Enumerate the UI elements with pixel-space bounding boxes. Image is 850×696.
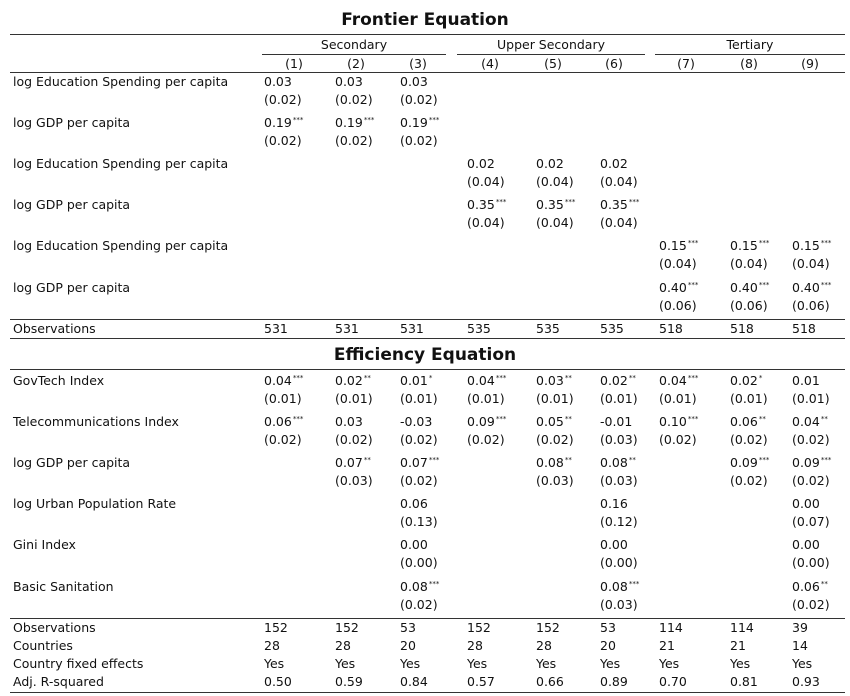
coef-cell-std-error: (0.12) (600, 514, 638, 529)
significance-stars: *** (820, 456, 832, 464)
coef-cell-std-error: (0.06) (659, 298, 697, 313)
coef-cell-std-error: (0.03) (600, 597, 638, 612)
coef-cell-std-error: (0.04) (600, 174, 638, 189)
coef-cell-estimate: 0.05** (536, 414, 572, 429)
column-group-tertiary: Tertiary (726, 37, 774, 52)
significance-stars: ** (564, 415, 572, 423)
significance-stars: ** (363, 374, 371, 382)
significance-stars: * (428, 374, 433, 382)
coef-cell-estimate: 0.35*** (467, 197, 507, 212)
stats-rule (10, 618, 845, 619)
coef-cell-estimate: 0.06*** (264, 414, 304, 429)
efficiency-top-rule (10, 369, 845, 370)
significance-stars: *** (495, 198, 507, 206)
coef-cell-estimate: 0.15*** (659, 238, 699, 253)
coef-cell-estimate: 0.04*** (264, 373, 304, 388)
obs-value: 518 (792, 321, 816, 336)
significance-stars: ** (820, 415, 828, 423)
column-number: (5) (544, 56, 562, 71)
coef-cell-estimate: 0.04*** (467, 373, 507, 388)
stat-value: 21 (730, 638, 746, 653)
coef-cell-std-error: (0.02) (400, 92, 438, 107)
significance-stars: *** (495, 374, 507, 382)
significance-stars: *** (758, 456, 770, 464)
significance-stars: *** (495, 415, 507, 423)
coef-cell-estimate: 0.19*** (400, 115, 440, 130)
stat-value: 28 (467, 638, 483, 653)
obs-value: 518 (730, 321, 754, 336)
stat-value: 14 (792, 638, 808, 653)
stat-value: Yes (467, 656, 488, 671)
coef-cell-std-error: (0.04) (467, 174, 505, 189)
significance-stars: ** (758, 415, 766, 423)
significance-stars: * (758, 374, 763, 382)
significance-stars: *** (628, 198, 640, 206)
coef-cell-estimate: 0.40*** (730, 280, 770, 295)
coef-cell-estimate: 0.02 (536, 156, 564, 171)
column-group-secondary: Secondary (320, 37, 388, 52)
significance-stars: *** (820, 281, 832, 289)
coef-cell-estimate: -0.01 (600, 414, 633, 429)
significance-stars: *** (687, 239, 699, 247)
stat-value: 0.50 (264, 674, 292, 689)
coef-cell-std-error: (0.04) (659, 256, 697, 271)
coef-cell-estimate: 0.19*** (264, 115, 304, 130)
obs-value: 535 (600, 321, 624, 336)
coef-cell-std-error: (0.04) (792, 256, 830, 271)
stat-value: 0.81 (730, 674, 758, 689)
coef-cell-estimate: 0.03** (536, 373, 572, 388)
table-bottom-rule (10, 692, 845, 693)
coef-cell-estimate: 0.15*** (730, 238, 770, 253)
stat-value: 152 (335, 620, 359, 635)
coef-cell-std-error: (0.02) (730, 432, 768, 447)
coef-cell-estimate: 0.16 (600, 496, 628, 511)
column-number: (4) (481, 56, 499, 71)
obs-value: 535 (536, 321, 560, 336)
coef-cell-std-error: (0.03) (600, 473, 638, 488)
coef-cell-estimate: 0.00 (792, 496, 820, 511)
significance-stars: *** (687, 415, 699, 423)
significance-stars: *** (292, 116, 304, 124)
coef-cell-estimate: 0.06** (792, 579, 828, 594)
coef-cell-estimate: 0.00 (792, 537, 820, 552)
coef-cell-std-error: (0.02) (467, 432, 505, 447)
coef-cell-estimate: 0.04*** (659, 373, 699, 388)
coef-cell-std-error: (0.03) (600, 432, 638, 447)
coef-cell-std-error: (0.04) (536, 174, 574, 189)
row-label: Gini Index (13, 537, 76, 552)
row-label: Telecommunications Index (13, 414, 179, 429)
significance-stars: *** (687, 281, 699, 289)
obs-value: 531 (264, 321, 288, 336)
significance-stars: ** (820, 580, 828, 588)
coef-cell-estimate: 0.08** (600, 455, 636, 470)
obs-value: 531 (400, 321, 424, 336)
significance-stars: ** (564, 456, 572, 464)
stat-value: 20 (400, 638, 416, 653)
row-label: log Education Spending per capita (13, 156, 229, 171)
coef-cell-estimate: 0.02 (467, 156, 495, 171)
group-underline (262, 54, 446, 55)
significance-stars: ** (363, 456, 371, 464)
obs-value: 535 (467, 321, 491, 336)
significance-stars: *** (428, 580, 440, 588)
row-label: log Education Spending per capita (13, 74, 229, 89)
stat-value: 152 (467, 620, 491, 635)
stat-value: 152 (536, 620, 560, 635)
coef-cell-estimate: 0.10*** (659, 414, 699, 429)
stat-label: Observations (13, 620, 96, 635)
efficiency-title: Efficiency Equation (333, 345, 517, 365)
column-number: (9) (801, 56, 819, 71)
stat-value: 28 (264, 638, 280, 653)
coef-cell-std-error: (0.06) (730, 298, 768, 313)
coef-cell-std-error: (0.02) (400, 597, 438, 612)
coef-cell-std-error: (0.01) (467, 391, 505, 406)
stat-value: 0.66 (536, 674, 564, 689)
frontier-bottom-rule (10, 338, 845, 339)
coef-cell-std-error: (0.01) (600, 391, 638, 406)
significance-stars: ** (564, 374, 572, 382)
coef-cell-estimate: 0.09*** (730, 455, 770, 470)
coef-cell-std-error: (0.02) (792, 597, 830, 612)
coef-cell-estimate: 0.03 (400, 74, 428, 89)
coef-cell-estimate: 0.35*** (600, 197, 640, 212)
coef-cell-std-error: (0.02) (264, 92, 302, 107)
stat-value: 0.93 (792, 674, 820, 689)
coef-cell-std-error: (0.02) (400, 133, 438, 148)
frontier-obs-rule (10, 319, 845, 320)
coef-cell-std-error: (0.02) (335, 133, 373, 148)
row-label: log Urban Population Rate (13, 496, 177, 511)
significance-stars: ** (628, 456, 636, 464)
stat-value: Yes (536, 656, 557, 671)
coef-cell-estimate: 0.15*** (792, 238, 832, 253)
stat-value: 39 (792, 620, 808, 635)
row-label: log GDP per capita (13, 197, 131, 212)
coef-cell-std-error: (0.13) (400, 514, 438, 529)
stat-value: Yes (335, 656, 356, 671)
stat-value: 28 (536, 638, 552, 653)
coef-cell-std-error: (0.02) (536, 432, 574, 447)
coef-cell-std-error: (0.07) (792, 514, 830, 529)
coef-cell-std-error: (0.02) (400, 432, 438, 447)
coef-cell-std-error: (0.01) (792, 391, 830, 406)
significance-stars: *** (758, 239, 770, 247)
coef-cell-std-error: (0.04) (467, 215, 505, 230)
stat-value: 21 (659, 638, 675, 653)
coef-cell-std-error: (0.04) (600, 215, 638, 230)
coef-cell-std-error: (0.02) (264, 133, 302, 148)
significance-stars: *** (820, 239, 832, 247)
frontier-title: Frontier Equation (341, 10, 509, 30)
coef-cell-std-error: (0.01) (730, 391, 768, 406)
stat-value: Yes (730, 656, 751, 671)
stat-value: 0.70 (659, 674, 687, 689)
coef-cell-std-error: (0.01) (659, 391, 697, 406)
row-label: log Education Spending per capita (13, 238, 229, 253)
stat-value: 152 (264, 620, 288, 635)
stat-label: Countries (13, 638, 73, 653)
column-number: (8) (740, 56, 758, 71)
row-label: GovTech Index (13, 373, 105, 388)
coef-cell-estimate: 0.07*** (400, 455, 440, 470)
coef-cell-std-error: (0.02) (335, 92, 373, 107)
coef-cell-estimate: 0.01* (400, 373, 433, 388)
row-label: log GDP per capita (13, 455, 131, 470)
significance-stars: *** (687, 374, 699, 382)
coef-cell-estimate: -0.03 (400, 414, 433, 429)
coef-cell-estimate: 0.06 (400, 496, 428, 511)
coef-cell-estimate: 0.00 (600, 537, 628, 552)
stat-value: Yes (400, 656, 421, 671)
row-label: log GDP per capita (13, 280, 131, 295)
stat-value: 114 (730, 620, 754, 635)
coef-cell-estimate: 0.08*** (400, 579, 440, 594)
coef-cell-estimate: 0.08*** (600, 579, 640, 594)
coef-cell-estimate: 0.09*** (792, 455, 832, 470)
coef-cell-estimate: 0.02* (730, 373, 763, 388)
obs-value: 518 (659, 321, 683, 336)
coef-cell-estimate: 0.04** (792, 414, 828, 429)
row-label: Basic Sanitation (13, 579, 114, 594)
coef-cell-estimate: 0.00 (400, 537, 428, 552)
coef-cell-estimate: 0.40*** (659, 280, 699, 295)
stat-value: 53 (600, 620, 616, 635)
coef-cell-std-error: (0.00) (792, 555, 830, 570)
significance-stars: *** (758, 281, 770, 289)
coef-cell-std-error: (0.00) (400, 555, 438, 570)
coef-cell-std-error: (0.06) (792, 298, 830, 313)
significance-stars: *** (428, 456, 440, 464)
significance-stars: *** (363, 116, 375, 124)
coef-cell-std-error: (0.02) (730, 473, 768, 488)
coef-cell-std-error: (0.00) (600, 555, 638, 570)
stat-value: Yes (659, 656, 680, 671)
stat-value: 53 (400, 620, 416, 635)
significance-stars: ** (628, 374, 636, 382)
column-group-upper-secondary: Upper Secondary (496, 37, 606, 52)
stat-value: 20 (600, 638, 616, 653)
coef-cell-std-error: (0.02) (659, 432, 697, 447)
coef-cell-std-error: (0.03) (335, 473, 373, 488)
coef-cell-std-error: (0.03) (536, 473, 574, 488)
significance-stars: *** (628, 580, 640, 588)
group-underline (655, 54, 845, 55)
coef-cell-estimate: 0.02 (600, 156, 628, 171)
coef-cell-std-error: (0.01) (536, 391, 574, 406)
row-label: log GDP per capita (13, 115, 131, 130)
column-number: (1) (285, 56, 303, 71)
column-number: (7) (677, 56, 695, 71)
stat-label: Adj. R-squared (13, 674, 104, 689)
stat-label: Country fixed effects (13, 656, 144, 671)
significance-stars: *** (428, 116, 440, 124)
stat-value: 0.89 (600, 674, 628, 689)
stat-value: 0.84 (400, 674, 428, 689)
coef-cell-std-error: (0.02) (792, 432, 830, 447)
coef-cell-estimate: 0.35*** (536, 197, 576, 212)
significance-stars: *** (292, 415, 304, 423)
coef-cell-std-error: (0.01) (400, 391, 438, 406)
coef-cell-estimate: 0.01 (792, 373, 820, 388)
significance-stars: *** (292, 374, 304, 382)
coef-cell-estimate: 0.07** (335, 455, 371, 470)
stat-value: 114 (659, 620, 683, 635)
significance-stars: *** (564, 198, 576, 206)
coef-cell-std-error: (0.02) (335, 432, 373, 447)
coef-cell-estimate: 0.09*** (467, 414, 507, 429)
coef-cell-estimate: 0.08** (536, 455, 572, 470)
coef-cell-estimate: 0.02** (335, 373, 371, 388)
coef-cell-std-error: (0.02) (792, 473, 830, 488)
coef-cell-estimate: 0.03 (335, 414, 363, 429)
stat-value: Yes (792, 656, 813, 671)
coef-cell-estimate: 0.03 (264, 74, 292, 89)
coef-cell-estimate: 0.19*** (335, 115, 375, 130)
obs-value: 531 (335, 321, 359, 336)
column-number: (2) (347, 56, 365, 71)
column-number: (3) (409, 56, 427, 71)
coef-cell-std-error: (0.01) (264, 391, 302, 406)
stat-value: Yes (600, 656, 621, 671)
row-label: Observations (13, 321, 96, 336)
coef-cell-std-error: (0.04) (536, 215, 574, 230)
coef-cell-std-error: (0.02) (264, 432, 302, 447)
coef-cell-estimate: 0.40*** (792, 280, 832, 295)
stat-value: Yes (264, 656, 285, 671)
group-underline (457, 54, 645, 55)
stat-value: 0.59 (335, 674, 363, 689)
coef-cell-estimate: 0.06** (730, 414, 766, 429)
column-number: (6) (605, 56, 623, 71)
header-rule (10, 72, 845, 73)
stat-value: 0.57 (467, 674, 495, 689)
coef-cell-estimate: 0.03 (335, 74, 363, 89)
coef-cell-std-error: (0.01) (335, 391, 373, 406)
coef-cell-std-error: (0.02) (400, 473, 438, 488)
coef-cell-std-error: (0.04) (730, 256, 768, 271)
stat-value: 28 (335, 638, 351, 653)
frontier-top-rule (10, 34, 845, 35)
coef-cell-estimate: 0.02** (600, 373, 636, 388)
